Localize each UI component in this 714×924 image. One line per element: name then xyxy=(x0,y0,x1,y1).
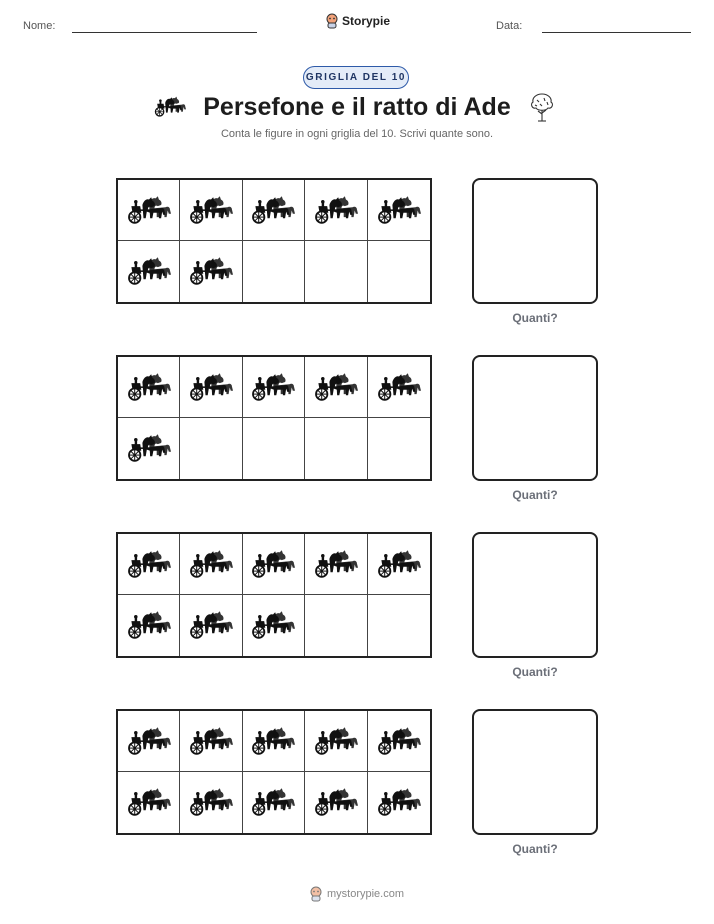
ten-frame-cell xyxy=(368,241,430,302)
brand-name: Storypie xyxy=(342,14,391,28)
chariot-icon xyxy=(127,548,171,581)
ten-frame-cell xyxy=(368,772,430,833)
answer-box[interactable] xyxy=(472,709,598,835)
ten-frame-cell xyxy=(180,534,242,595)
ten-frame xyxy=(116,709,432,835)
page-title: Persefone e il ratto di Ade xyxy=(203,93,511,121)
ten-frame-cell xyxy=(180,711,242,772)
ten-frame-cell xyxy=(305,534,367,595)
chariot-icon xyxy=(127,194,171,227)
chariot-icon xyxy=(314,786,358,819)
ten-frame-cell xyxy=(305,595,367,656)
brand-logo xyxy=(325,13,390,29)
ten-frame-cell xyxy=(305,180,367,241)
chariot-icon xyxy=(314,548,358,581)
chariot-icon xyxy=(189,609,233,642)
name-label: Nome: xyxy=(23,20,56,32)
chariot-icon xyxy=(189,786,233,819)
ten-frame-cell xyxy=(118,772,180,833)
chariot-icon xyxy=(127,786,171,819)
ten-frame-cell xyxy=(118,595,180,656)
chariot-icon xyxy=(189,725,233,758)
count-prompt: Quanti? xyxy=(512,665,558,679)
ten-frame-cell xyxy=(368,534,430,595)
instructions: Conta le figure in ogni griglia del 10. Scrivi quante sono. xyxy=(220,128,494,140)
ten-frame-cell xyxy=(243,711,305,772)
ten-frame-cell xyxy=(180,357,242,418)
chariot-icon xyxy=(251,548,295,581)
chariot-icon xyxy=(127,255,171,288)
chariot-icon xyxy=(377,725,421,758)
ten-frame-cell xyxy=(305,241,367,302)
ten-frame-cell xyxy=(118,534,180,595)
ten-frame-cell xyxy=(243,772,305,833)
count-prompt: Quanti? xyxy=(512,842,558,856)
chariot-icon xyxy=(251,194,295,227)
ten-frame-cell xyxy=(368,357,430,418)
ten-frame-cell xyxy=(118,418,180,479)
ten-frame-cell xyxy=(180,180,242,241)
storypie-mascot-icon xyxy=(309,886,323,902)
chariot-icon xyxy=(314,725,358,758)
ten-frame-cell xyxy=(118,241,180,302)
footer xyxy=(309,886,404,902)
chariot-icon xyxy=(127,432,171,465)
ten-frame-cell xyxy=(243,357,305,418)
chariot-icon xyxy=(189,371,233,404)
count-prompt: Quanti? xyxy=(512,311,558,325)
ten-frame-cell xyxy=(368,595,430,656)
ten-frame-cell xyxy=(368,418,430,479)
chariot-icon xyxy=(127,609,171,642)
chariot-icon xyxy=(251,786,295,819)
ten-frame-cell xyxy=(180,418,242,479)
ten-frame-cell xyxy=(243,418,305,479)
worksheet-type-badge: GRIGLIA DEL 10 xyxy=(303,66,409,89)
chariot-icon xyxy=(314,194,358,227)
ten-frame-cell xyxy=(118,711,180,772)
ten-frame-cell xyxy=(180,595,242,656)
ten-frame-cell xyxy=(305,772,367,833)
ten-frame-cell xyxy=(305,418,367,479)
chariot-icon xyxy=(251,609,295,642)
ten-frame-cell xyxy=(305,711,367,772)
ten-frame xyxy=(116,532,432,658)
name-line[interactable] xyxy=(72,32,257,33)
ten-frame-cell xyxy=(180,241,242,302)
ten-frame-cell xyxy=(368,711,430,772)
ten-frame-cell xyxy=(118,357,180,418)
chariot-icon xyxy=(251,725,295,758)
answer-box[interactable] xyxy=(472,532,598,658)
ten-frame xyxy=(116,178,432,304)
tree-icon xyxy=(528,92,556,127)
date-label: Data: xyxy=(496,20,523,32)
chariot-icon xyxy=(189,255,233,288)
answer-box[interactable] xyxy=(472,355,598,481)
ten-frame-cell xyxy=(243,180,305,241)
chariot-icon xyxy=(127,371,171,404)
ten-frame-cell xyxy=(118,180,180,241)
date-line[interactable] xyxy=(542,32,691,33)
chariot-icon xyxy=(127,725,171,758)
chariot-icon xyxy=(189,194,233,227)
chariot-icon xyxy=(377,786,421,819)
ten-frame-cell xyxy=(305,357,367,418)
chariot-icon xyxy=(314,371,358,404)
ten-frame xyxy=(116,355,432,481)
answer-box[interactable] xyxy=(472,178,598,304)
ten-frame-cell xyxy=(368,180,430,241)
ten-frame-cell xyxy=(243,595,305,656)
chariot-icon xyxy=(377,371,421,404)
storypie-mascot-icon xyxy=(325,13,339,29)
chariot-icon xyxy=(251,371,295,404)
count-prompt: Quanti? xyxy=(512,488,558,502)
ten-frame-cell xyxy=(243,241,305,302)
chariot-icon xyxy=(377,548,421,581)
footer-url[interactable]: mystorypie.com xyxy=(327,888,405,900)
ten-frame-cell xyxy=(180,772,242,833)
ten-frame-cell xyxy=(243,534,305,595)
chariot-icon xyxy=(377,194,421,227)
chariot-icon xyxy=(189,548,233,581)
